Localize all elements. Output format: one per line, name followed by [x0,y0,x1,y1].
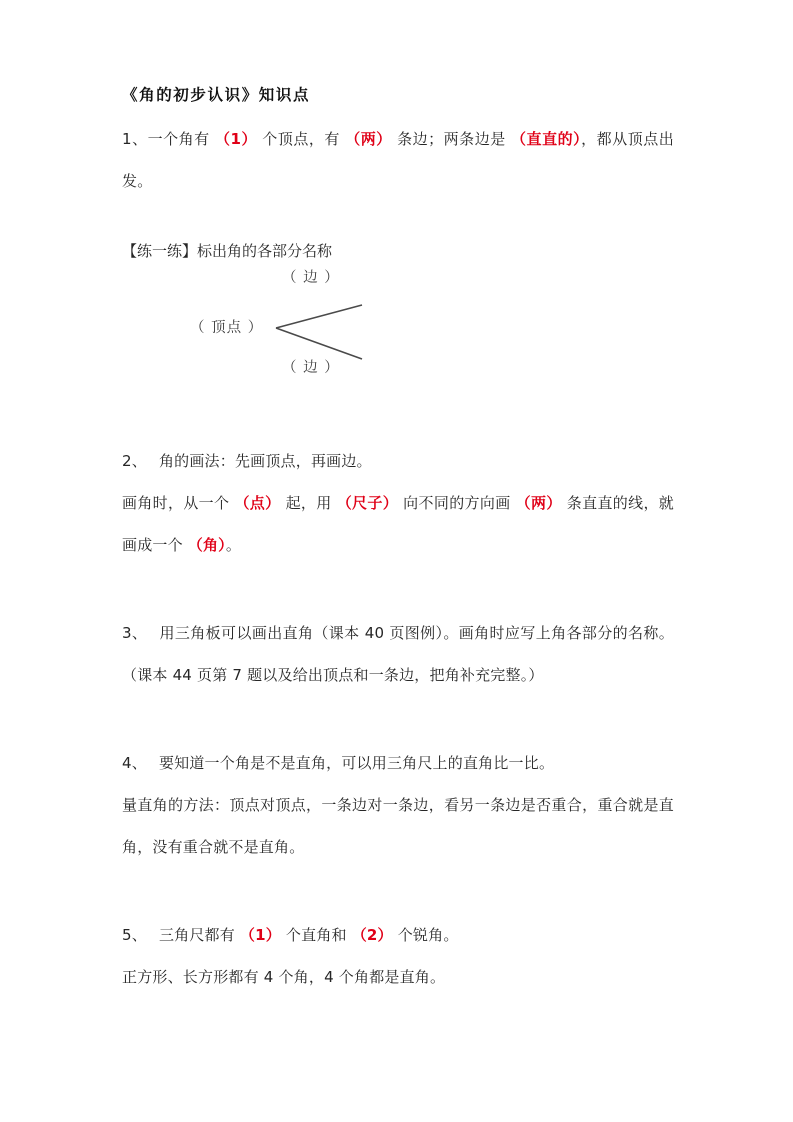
knowledge-item-4-continuation [122,784,674,868]
vertex-label: （ 顶点 ） [190,320,264,336]
item-2-cont-a: 画角时，从一个 [122,494,235,512]
item-2-cont-c: 向不同的方向画 [398,494,516,512]
knowledge-item-5-continuation [122,956,674,998]
item-1-text-c: 条边；两条边是 [391,130,512,148]
angle-ray-upper [276,305,362,328]
knowledge-item-4 [122,742,674,784]
item-5-text-c: 个锐角。 [392,926,459,944]
spacer [122,406,674,440]
knowledge-item-1 [122,118,674,202]
item-4-text: 要知道一个角是不是直角，可以用三角尺上的直角比一比。 [158,754,555,772]
item-2-answer-3: （两） [515,494,562,512]
item-2-cont-b: 起，用 [280,494,337,512]
side-label-top: （ 边 ） [282,270,340,286]
spacer [122,868,674,914]
knowledge-item-5 [122,914,674,956]
page-title: 《角的初步认识》知识点 [122,86,311,104]
item-1-answer-1: （1） [214,130,257,148]
item-2-marker: 2、 [122,452,147,470]
item-5-cont: 正方形、长方形都有 4 个角，4 个角都是直角。 [122,968,446,986]
item-2-text: 角的画法：先画顶点，再画边。 [158,452,372,470]
angle-ray-lower [276,328,362,359]
document-body [122,82,674,998]
side-label-bottom: （ 边 ） [282,360,340,376]
item-5-marker: 5、 [122,926,147,944]
item-1-text-d: ，都从顶点出发。 [122,130,674,190]
item-1-answer-2: （两） [345,130,392,148]
item-2-answer-1: （点） [234,494,281,512]
spacer [122,696,674,742]
knowledge-item-3 [122,612,674,696]
item-5-text-a: 三角尺都有 [158,926,240,944]
item-3-text: 用三角板可以画出直角（课本 40 页图例）。画角时应写上角各部分的名称。 [159,624,674,642]
spacer [122,202,674,236]
spacer [122,566,674,612]
item-4-marker: 4、 [122,754,147,772]
angle-diagram [122,266,674,406]
item-1-text-b: 个顶点，有 [257,130,346,148]
item-5-answer-1: （1） [239,926,281,944]
item-3-cont: （课本 44 页第 7 题以及给出顶点和一条边，把角补充完整。） [122,666,544,684]
item-2-answer-2: （尺子） [336,494,399,512]
knowledge-item-2-continuation [122,482,674,566]
practice-label: 【练一练】标出角的各部分名称 [122,242,333,260]
knowledge-item-2 [122,440,674,482]
item-2-answer-4: （角） [187,536,226,554]
item-5-answer-2: （2） [351,926,393,944]
item-1-marker: 1、 [122,130,148,148]
item-1-text-a: 一个角有 [147,130,215,148]
item-3-marker: 3、 [122,624,148,642]
item-1-answer-3: （直直的） [511,130,582,148]
item-4-cont: 量直角的方法：顶点对顶点，一条边对一条边，看另一条边是否重合，重合就是直角，没有重合就不是直角。 [122,796,674,856]
item-5-text-b: 个直角和 [280,926,352,944]
item-2-cont-d: 条直直的线，就画成一个 [122,494,674,554]
item-2-cont-e: 。 [225,536,242,554]
